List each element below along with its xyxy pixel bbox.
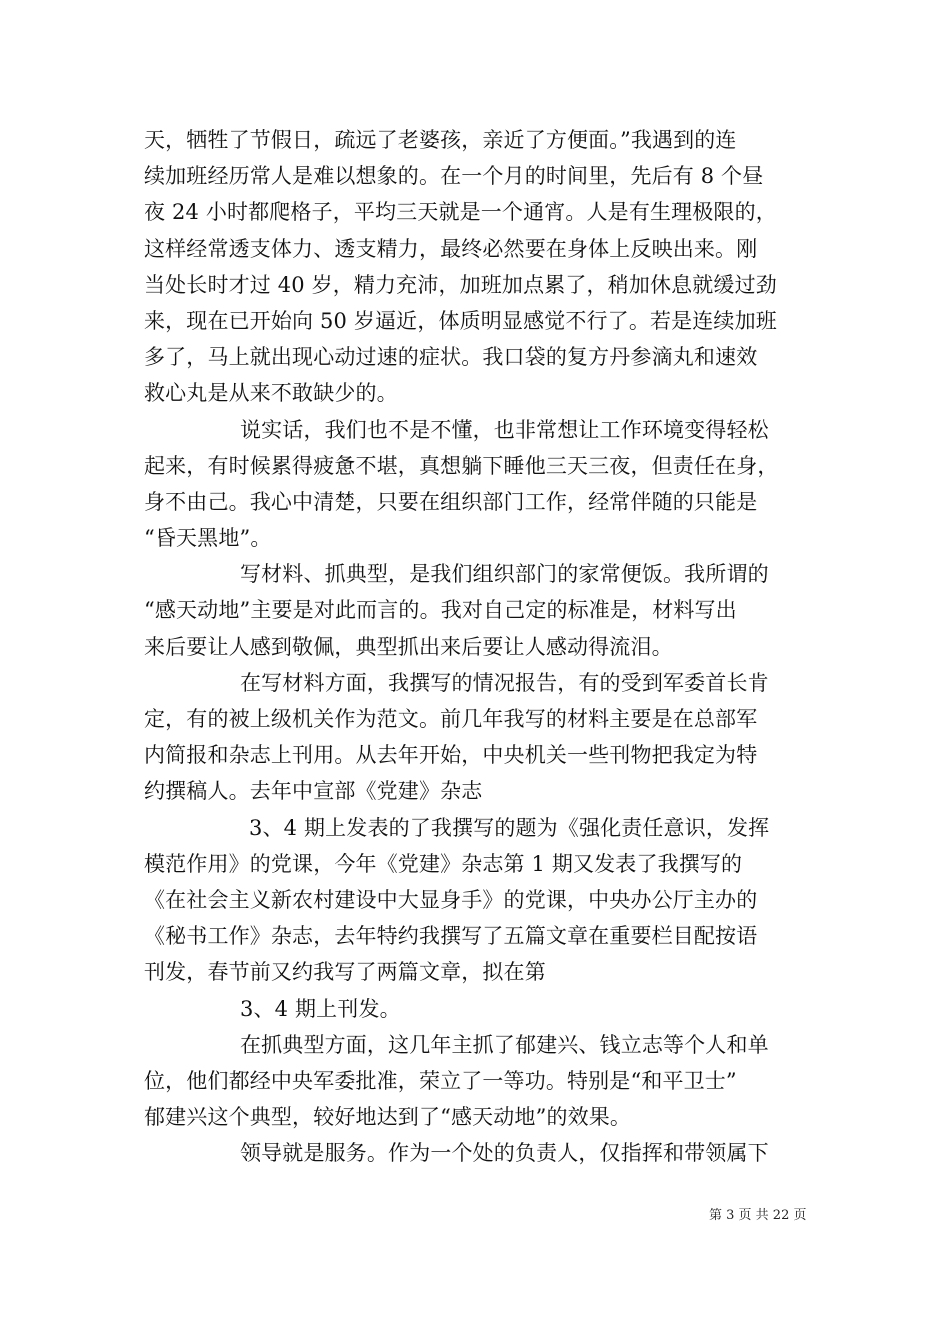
text-line: 内简报和杂志上刊用。从去年开始，中央机关一些刊物把我定为特 — [144, 743, 758, 768]
text-line: 来，现在已开始向 50 岁逼近，体质明显感觉不行了。若是连续加班 — [144, 308, 777, 333]
text-line: 《秘书工作》杂志，去年特约我撰写了五篇文章在重要栏目配按语 — [144, 924, 758, 949]
text-line: 郁建兴这个典型，较好地达到了“感天动地”的效果。 — [144, 1105, 632, 1130]
text-line: 天，牺牲了节假日，疏远了老婆孩，亲近了方便面。”我遇到的连 — [144, 128, 737, 152]
text-line: “昏天黑地”。 — [144, 526, 272, 551]
text-line: 身不由己。我心中清楚，只要在组织部门工作，经常伴随的只能是 — [144, 489, 758, 514]
text-line: 当处长时才过 40 岁，精力充沛，加班加点累了，稍加休息就缓过劲 — [144, 272, 777, 297]
paragraph-start-line: 说实话，我们也不是不懂，也非常想让工作环境变得轻松 — [240, 417, 769, 442]
text-line: 位，他们都经中央军委批准，荣立了一等功。特别是“和平卫士” — [144, 1068, 737, 1093]
text-line: 这样经常透支体力、透支精力，最终必然要在身体上反映出来。刚 — [144, 236, 758, 261]
paragraph-start-line: 领导就是服务。作为一个处的负责人，仅指挥和带领属下 — [240, 1141, 769, 1166]
text-line: 刊发，春节前又约我写了两篇文章，拟在第 — [144, 960, 546, 985]
body-text — [144, 122, 808, 1171]
text-line: 夜 24 小时都爬格子，平均三天就是一个通宵。人是有生理极限的， — [144, 200, 777, 225]
text-line: 起来，有时候累得疲惫不堪，真想躺下睡他三天三夜，但责任在身， — [144, 453, 779, 478]
paragraph-start-line: 在写材料方面，我撰写的情况报告，有的受到军委首长肯 — [240, 670, 769, 695]
text-line: 续加班经历常人是难以想象的。在一个月的时间里，先后有 8 个昼 — [144, 164, 764, 189]
text-line: 约撰稿人。去年中宣部《党建》杂志 — [144, 779, 483, 804]
paragraph-start-line: 3、4 期上发表的了我撰写的题为《强化责任意识，发挥 — [249, 815, 770, 840]
paragraph-start-line: 写材料、抓典型，是我们组织部门的家常便饭。我所谓的 — [240, 562, 769, 587]
text-line: 救心丸是从来不敢缺少的。 — [144, 381, 398, 406]
text-line: 来后要让人感到敬佩，典型抓出来后要让人感动得流泪。 — [144, 634, 673, 659]
text-line: 定，有的被上级机关作为范文。前几年我写的材料主要是在总部军 — [144, 707, 758, 731]
paragraph-start-line: 3、4 期上刊发。 — [240, 996, 401, 1021]
text-line: 模范作用》的党课，今年《党建》杂志第 1 期又发表了我撰写的 — [144, 851, 743, 876]
text-line: 《在社会主义新农村建设中大显身手》的党课，中央办公厅主办的 — [144, 887, 758, 912]
paragraph-start-line: 在抓典型方面，这几年主抓了郁建兴、钱立志等个人和单 — [240, 1032, 769, 1057]
text-line: “感天动地”主要是对此而言的。我对自己定的标准是，材料写出 — [144, 598, 737, 623]
text-line: 多了，马上就出现心动过速的症状。我口袋的复方丹参滴丸和速效 — [144, 345, 758, 370]
page-number-footer: 第 3 页 共 22 页 — [709, 1208, 807, 1223]
